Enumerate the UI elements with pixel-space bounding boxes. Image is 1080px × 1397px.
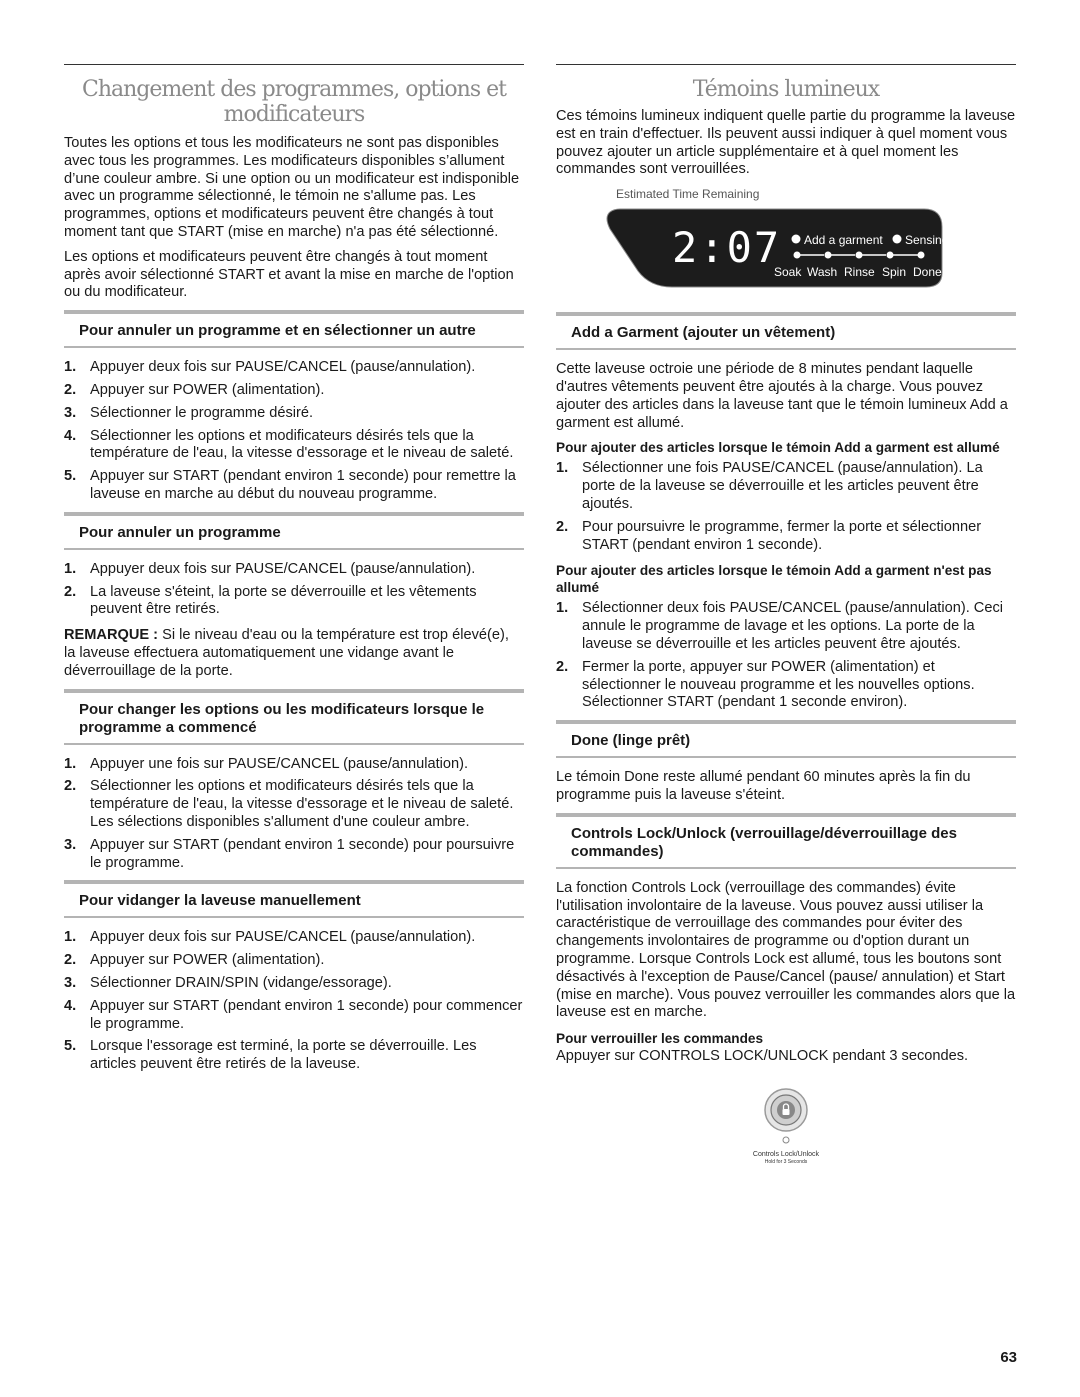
step-list [64,359,524,504]
step-text: Sélectionner les options et modificateurs désirés tels que la température de l'eau, la vitesse d'essorage et le niveau de saleté. Les sélections disponibles s'allument d'une couleur ambre. [90,778,514,830]
step-number: 3. [64,404,77,421]
display-panel [602,205,949,290]
step-text: Sélectionner DRAIN/SPIN (vidange/essorage). [90,974,392,991]
list-item [64,837,524,873]
list-item [64,382,524,400]
step-text: Fermer la porte, appuyer sur POWER (alimentation) et sélectionner le nouveau programme et les nouvelles options. Sélectionner START (pendant 1 seconde environ). [582,658,975,711]
done-text: Le témoin Done reste allumé pendant 60 minutes après la fin du programme puis la laveuse s'éteint. [556,769,971,803]
step-text: Sélectionner le programme désiré. [90,404,314,421]
indicator-sensing: Sensing [905,233,949,248]
list-item [64,428,524,464]
stage-spin: Spin [882,265,907,280]
section-controls-lock [556,813,1016,1165]
section-rule [556,756,1016,758]
step-number: 5. [64,1038,77,1055]
controls-lock-instruction: Appuyer sur CONTROLS LOCK/UNLOCK pendant 3 secondes. [556,1048,969,1065]
step-list [64,929,524,1074]
remark-text: Si le niveau d'eau ou la température est trop élevé(e), la laveuse effectuera automatiquement une vidange avant le déverrouillage de la porte. [64,627,509,679]
step-text: Appuyer deux fois sur PAUSE/CANCEL (pause/annulation). [90,929,476,946]
list-item [64,929,524,947]
step-text: La laveuse s'éteint, la porte se déverrouille et les vêtements peuvent être retirés. [90,583,477,618]
list-item [556,600,1016,653]
left-intro-2: Les options et modificateurs peuvent être changés à tout moment après avoir sélectionné START et avant la mise en marche de l'option ou du modificateur. [64,248,514,301]
section-done [556,720,1016,805]
subheading: Pour verrouiller les commandes [556,1031,764,1047]
step-text: Sélectionner les options et modificateurs désirés tels que la température de l'eau, la vitesse d'essorage et le niveau de saleté. [90,427,514,462]
left-title-line1: Changement des programmes, options et [81,77,506,102]
stage-done: Done [913,265,942,280]
right-title: Témoins lumineux [692,77,880,102]
step-number: 1. [556,600,569,617]
step-number: 5. [64,468,77,485]
section-change-options [64,689,524,873]
step-text: Sélectionner une fois PAUSE/CANCEL (pause/annulation). La porte de la laveuse se déverrouille et les articles peuvent être ajoutés. [582,460,983,512]
step-text: Appuyer sur POWER (alimentation). [90,952,325,969]
page-number: 63 [1000,1349,1017,1366]
top-rule [64,64,524,65]
controls-lock-button[interactable] [760,1088,812,1146]
step-text: Appuyer sur START (pendant environ 1 seconde) pour remettre la laveuse en marche au début du nouveau programme. [90,468,516,502]
step-number: 1. [64,359,77,376]
list-item [64,778,524,831]
step-number: 4. [64,997,77,1014]
section-heading: Pour annuler un programme et en sélectionner un autre [79,322,476,340]
step-text: Appuyer deux fois sur PAUSE/CANCEL (pause/annulation). [90,359,476,376]
step-text: Appuyer sur START (pendant environ 1 seconde) pour poursuivre le programme. [90,836,515,871]
section-heading: Pour annuler un programme [79,523,281,541]
section-rule [64,743,524,745]
section-cancel [64,512,524,681]
list-item [64,468,524,504]
section-rule [64,346,524,348]
lock-caption: Controls Lock/Unlock [752,1150,820,1158]
section-cancel-select [64,310,524,504]
list-item [556,659,1016,712]
stage-wash: Wash [807,265,838,280]
step-text: Appuyer une fois sur PAUSE/CANCEL (pause/annulation). [90,755,469,772]
top-rule [556,64,1016,65]
list-item [556,460,1016,513]
remark [64,627,524,680]
left-column [64,64,524,1082]
step-number: 3. [64,836,77,853]
subheading: Pour ajouter des articles lorsque le témoin Add a garment est allumé [556,440,1000,456]
list-item [64,952,524,970]
section-heading: Controls Lock/Unlock (verrouillage/déverrouillage des commandes) [571,824,957,860]
indicator-add-garment: Add a garment [804,233,883,248]
list-item [64,359,524,377]
step-number: 1. [64,929,77,946]
step-number: 2. [556,518,569,535]
section-drain [64,880,524,1074]
lock-caption-sub: Hold for 3 Seconds [764,1158,808,1165]
step-number: 2. [64,583,77,600]
add-garment-text: Cette laveuse octroie une période de 8 minutes pendant laquelle d'autres vêtements peuvent être ajoutés à la charge. Vous pouvez ajouter des articles dans la laveuse tant que le témoin lumineux Add a garment est allumé. [556,361,1008,431]
list-item [64,405,524,423]
step-text: Appuyer sur START (pendant environ 1 seconde) pour commencer le programme. [90,997,523,1032]
section-heading: Pour vidanger la laveuse manuellement [79,892,361,910]
right-column [556,64,1016,1165]
step-text: Lorsque l'essorage est terminé, la porte se déverrouille. Les articles peuvent être retirés de la laveuse. [90,1038,477,1073]
step-text: Sélectionner deux fois PAUSE/CANCEL (pause/annulation). Ceci annule le programme de lavage et les options. La porte de la laveuse se déverrouille et les articles peuvent être ajoutés. [582,600,1004,652]
step-number: 3. [64,974,77,991]
panel-label: Estimated Time Remaining [616,187,760,202]
time-readout: 2:07 [672,223,782,273]
step-number: 1. [64,560,77,577]
list-item [64,756,524,774]
section-heading: Add a Garment (ajouter un vêtement) [571,324,836,342]
step-text: Pour poursuivre le programme, fermer la porte et sélectionner START (pendant environ 1 seconde). [582,518,982,553]
section-rule [556,348,1016,350]
section-rule [64,916,524,918]
section-heading: Done (linge prêt) [571,732,691,750]
list-item [556,519,1016,555]
stage-soak: Soak [774,265,802,280]
step-list [556,460,1016,554]
step-text: Appuyer sur POWER (alimentation). [90,381,325,398]
step-list [556,600,1016,712]
step-list [64,561,524,619]
step-number: 1. [64,755,77,772]
step-number: 2. [64,381,77,398]
stage-rinse: Rinse [844,265,875,280]
step-text: Appuyer deux fois sur PAUSE/CANCEL (pause/annulation). [90,560,476,577]
list-item [64,1038,524,1074]
list-item [64,975,524,993]
list-item [64,561,524,579]
section-add-garment [556,312,1016,712]
list-item [64,998,524,1034]
step-number: 2. [64,778,77,795]
left-intro-1: Toutes les options et tous les modificateurs ne sont pas disponibles avec tous les programmes. Les modificateurs disponibles s’allument d’une couleur ambre. Si une option ou un modificateur est indisponible avec un programme sélectionné, le témoin ne s'allume pas. Les programmes, options et modificateurs peuvent être changés à tout moment tant que START (mise en marche) n'a pas été sélectionné. [64,135,520,240]
step-list [64,756,524,873]
section-rule [64,548,524,550]
remark-label: REMARQUE : [64,627,159,644]
step-number: 2. [64,952,77,969]
left-title-line2: modificateurs [223,102,365,127]
left-title [64,77,524,127]
step-number: 4. [64,427,77,444]
step-number: 1. [556,460,569,477]
section-heading: Pour changer les options ou les modificateurs lorsque le programme a commencé [79,700,485,736]
step-number: 2. [556,658,569,675]
controls-lock-text: La fonction Controls Lock (verrouillage des commandes) évite l'utilisation involontaire de la laveuse. Vous pouvez aussi utiliser la caractéristique de verrouillage des commandes pour éviter des changements involontaires de programme ou d'option durant un programme. Lorsque Controls Lock est allumé, tous les boutons sont désactivés à l'exception de Pause/Cancel (pause/ annulation) et Start (mise en marche). Vous pouvez verrouiller les commandes alors que la laveuse est en marche. [556,879,1016,1021]
list-item [64,584,524,620]
section-rule [556,867,1016,869]
controls-lock-illustration [556,1088,1016,1165]
right-intro: Ces témoins lumineux indiquent quelle partie du programme la laveuse est en train d'effectuer. Ils peuvent aussi indiquer à quel moment vous pouvez ajouter un article supplémentaire et à quel moment les commandes sont verrouillées. [556,108,1016,178]
subheading: Pour ajouter des articles lorsque le témoin Add a garment n'est pas allumé [556,563,992,596]
